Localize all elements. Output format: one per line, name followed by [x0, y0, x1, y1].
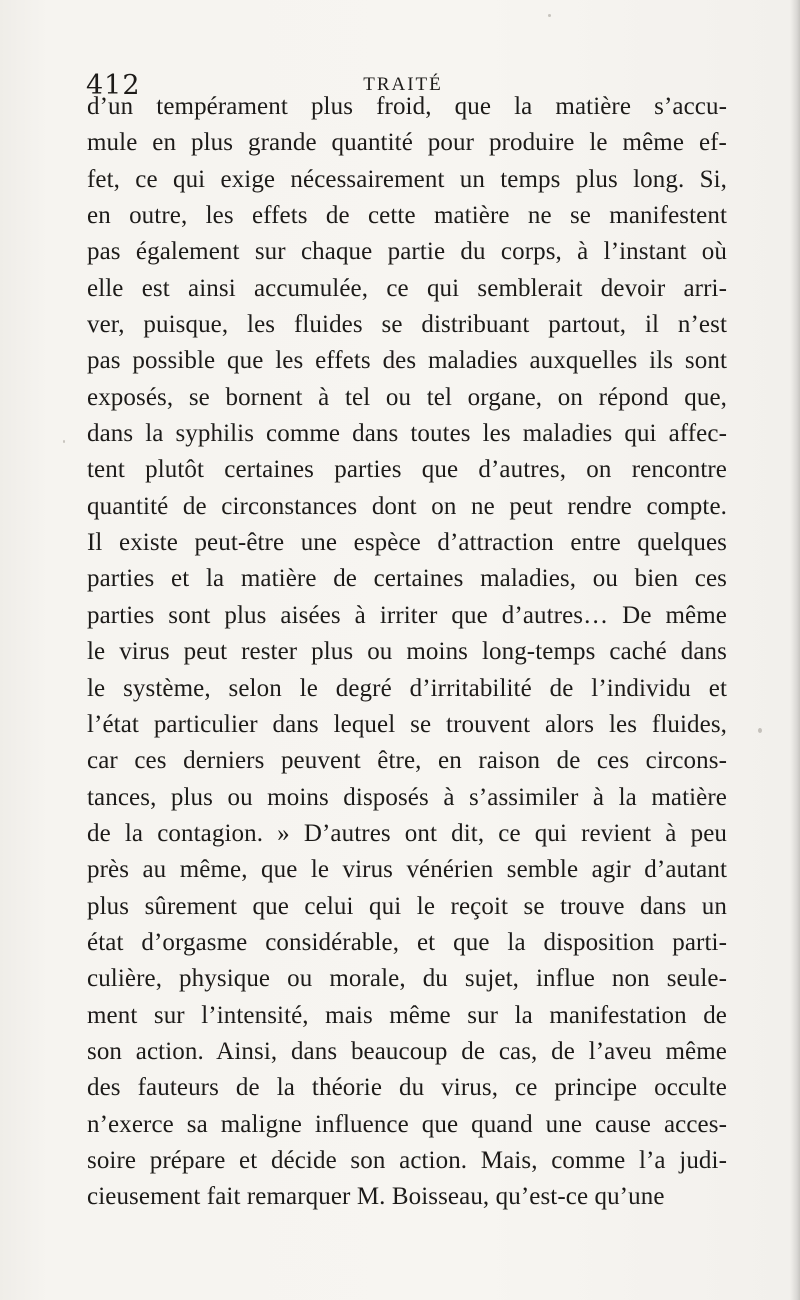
- text-line: plus sûrement que celui qui le reçoit se trouve dans un: [87, 892, 727, 920]
- paper-speck: [63, 440, 65, 443]
- text-line: mule en plus grande quantité pour produire le même ef-: [87, 129, 727, 157]
- text-line: parties et la matière de certaines maladies, ou bien ces: [87, 565, 727, 593]
- text-line: le système, selon le degré d’irritabilité de l’individu et: [87, 674, 727, 702]
- text-line: en outre, les effets de cette matière ne se manifestent: [87, 202, 727, 230]
- text-line: parties sont plus aisées à irriter que d’autres… De même: [87, 601, 727, 629]
- text-line: près au même, que le virus vénérien semble agir d’autant: [87, 856, 727, 884]
- text-line: tent plutôt certaines parties que d’autres, on rencontre: [87, 456, 727, 484]
- text-line: dans la syphilis comme dans toutes les maladies qui affec-: [87, 420, 727, 448]
- text-line: soire prépare et décide son action. Mais, comme l’a judi-: [87, 1146, 727, 1174]
- paper-speck: [548, 14, 551, 17]
- text-line: culière, physique ou morale, du sujet, influe non seule-: [87, 965, 727, 993]
- text-line: d’un tempérament plus froid, que la matière s’accu-: [87, 93, 727, 120]
- text-line: elle est ainsi accumulée, ce qui semblerait devoir arri-: [87, 274, 727, 302]
- text-line: l’état particulier dans lequel se trouvent alors les fluides,: [87, 710, 727, 738]
- text-line: pas possible que les effets des maladies auxquelles ils sont: [87, 347, 727, 375]
- text-line: tances, plus ou moins disposés à s’assimiler à la matière: [87, 783, 727, 811]
- running-title: TRAITÉ: [363, 74, 443, 95]
- text-line: des fauteurs de la théorie du virus, ce principe occulte: [87, 1074, 727, 1102]
- text-line: exposés, se bornent à tel ou tel organe, on répond que,: [87, 383, 727, 411]
- text-line: son action. Ainsi, dans beaucoup de cas, de l’aveu même: [87, 1037, 727, 1065]
- text-line: cieusement fait remarquer M. Boisseau, qu’est-ce qu’une: [87, 1183, 665, 1211]
- text-line: ment sur l’intensité, mais même sur la manifestation de: [87, 1001, 727, 1029]
- body-text: [87, 89, 727, 1216]
- page-number: 412: [86, 70, 141, 101]
- text-line: n’exerce sa maligne influence que quand une cause acces-: [87, 1110, 727, 1138]
- text-line: car ces derniers peuvent être, en raison de ces circons-: [87, 747, 727, 775]
- text-line: de la contagion. » D’autres ont dit, ce qui revient à peu: [87, 819, 727, 847]
- text-line: ver, puisque, les fluides se distribuant partout, il n’est: [87, 311, 727, 339]
- text-line: fet, ce qui exige nécessairement un temps plus long. Si,: [87, 165, 727, 193]
- text-line: état d’orgasme considérable, et que la disposition parti-: [87, 928, 727, 956]
- text-line: pas également sur chaque partie du corps, à l’instant où: [87, 238, 727, 266]
- text-line: Il existe peut-être une espèce d’attraction entre quelques: [87, 529, 727, 557]
- text-line: quantité de circonstances dont on ne peut rendre compte.: [87, 492, 727, 520]
- text-line: le virus peut rester plus ou moins long-temps caché dans: [87, 638, 727, 666]
- paper-speck: [758, 728, 762, 733]
- page-edge-shadow: [790, 0, 800, 1300]
